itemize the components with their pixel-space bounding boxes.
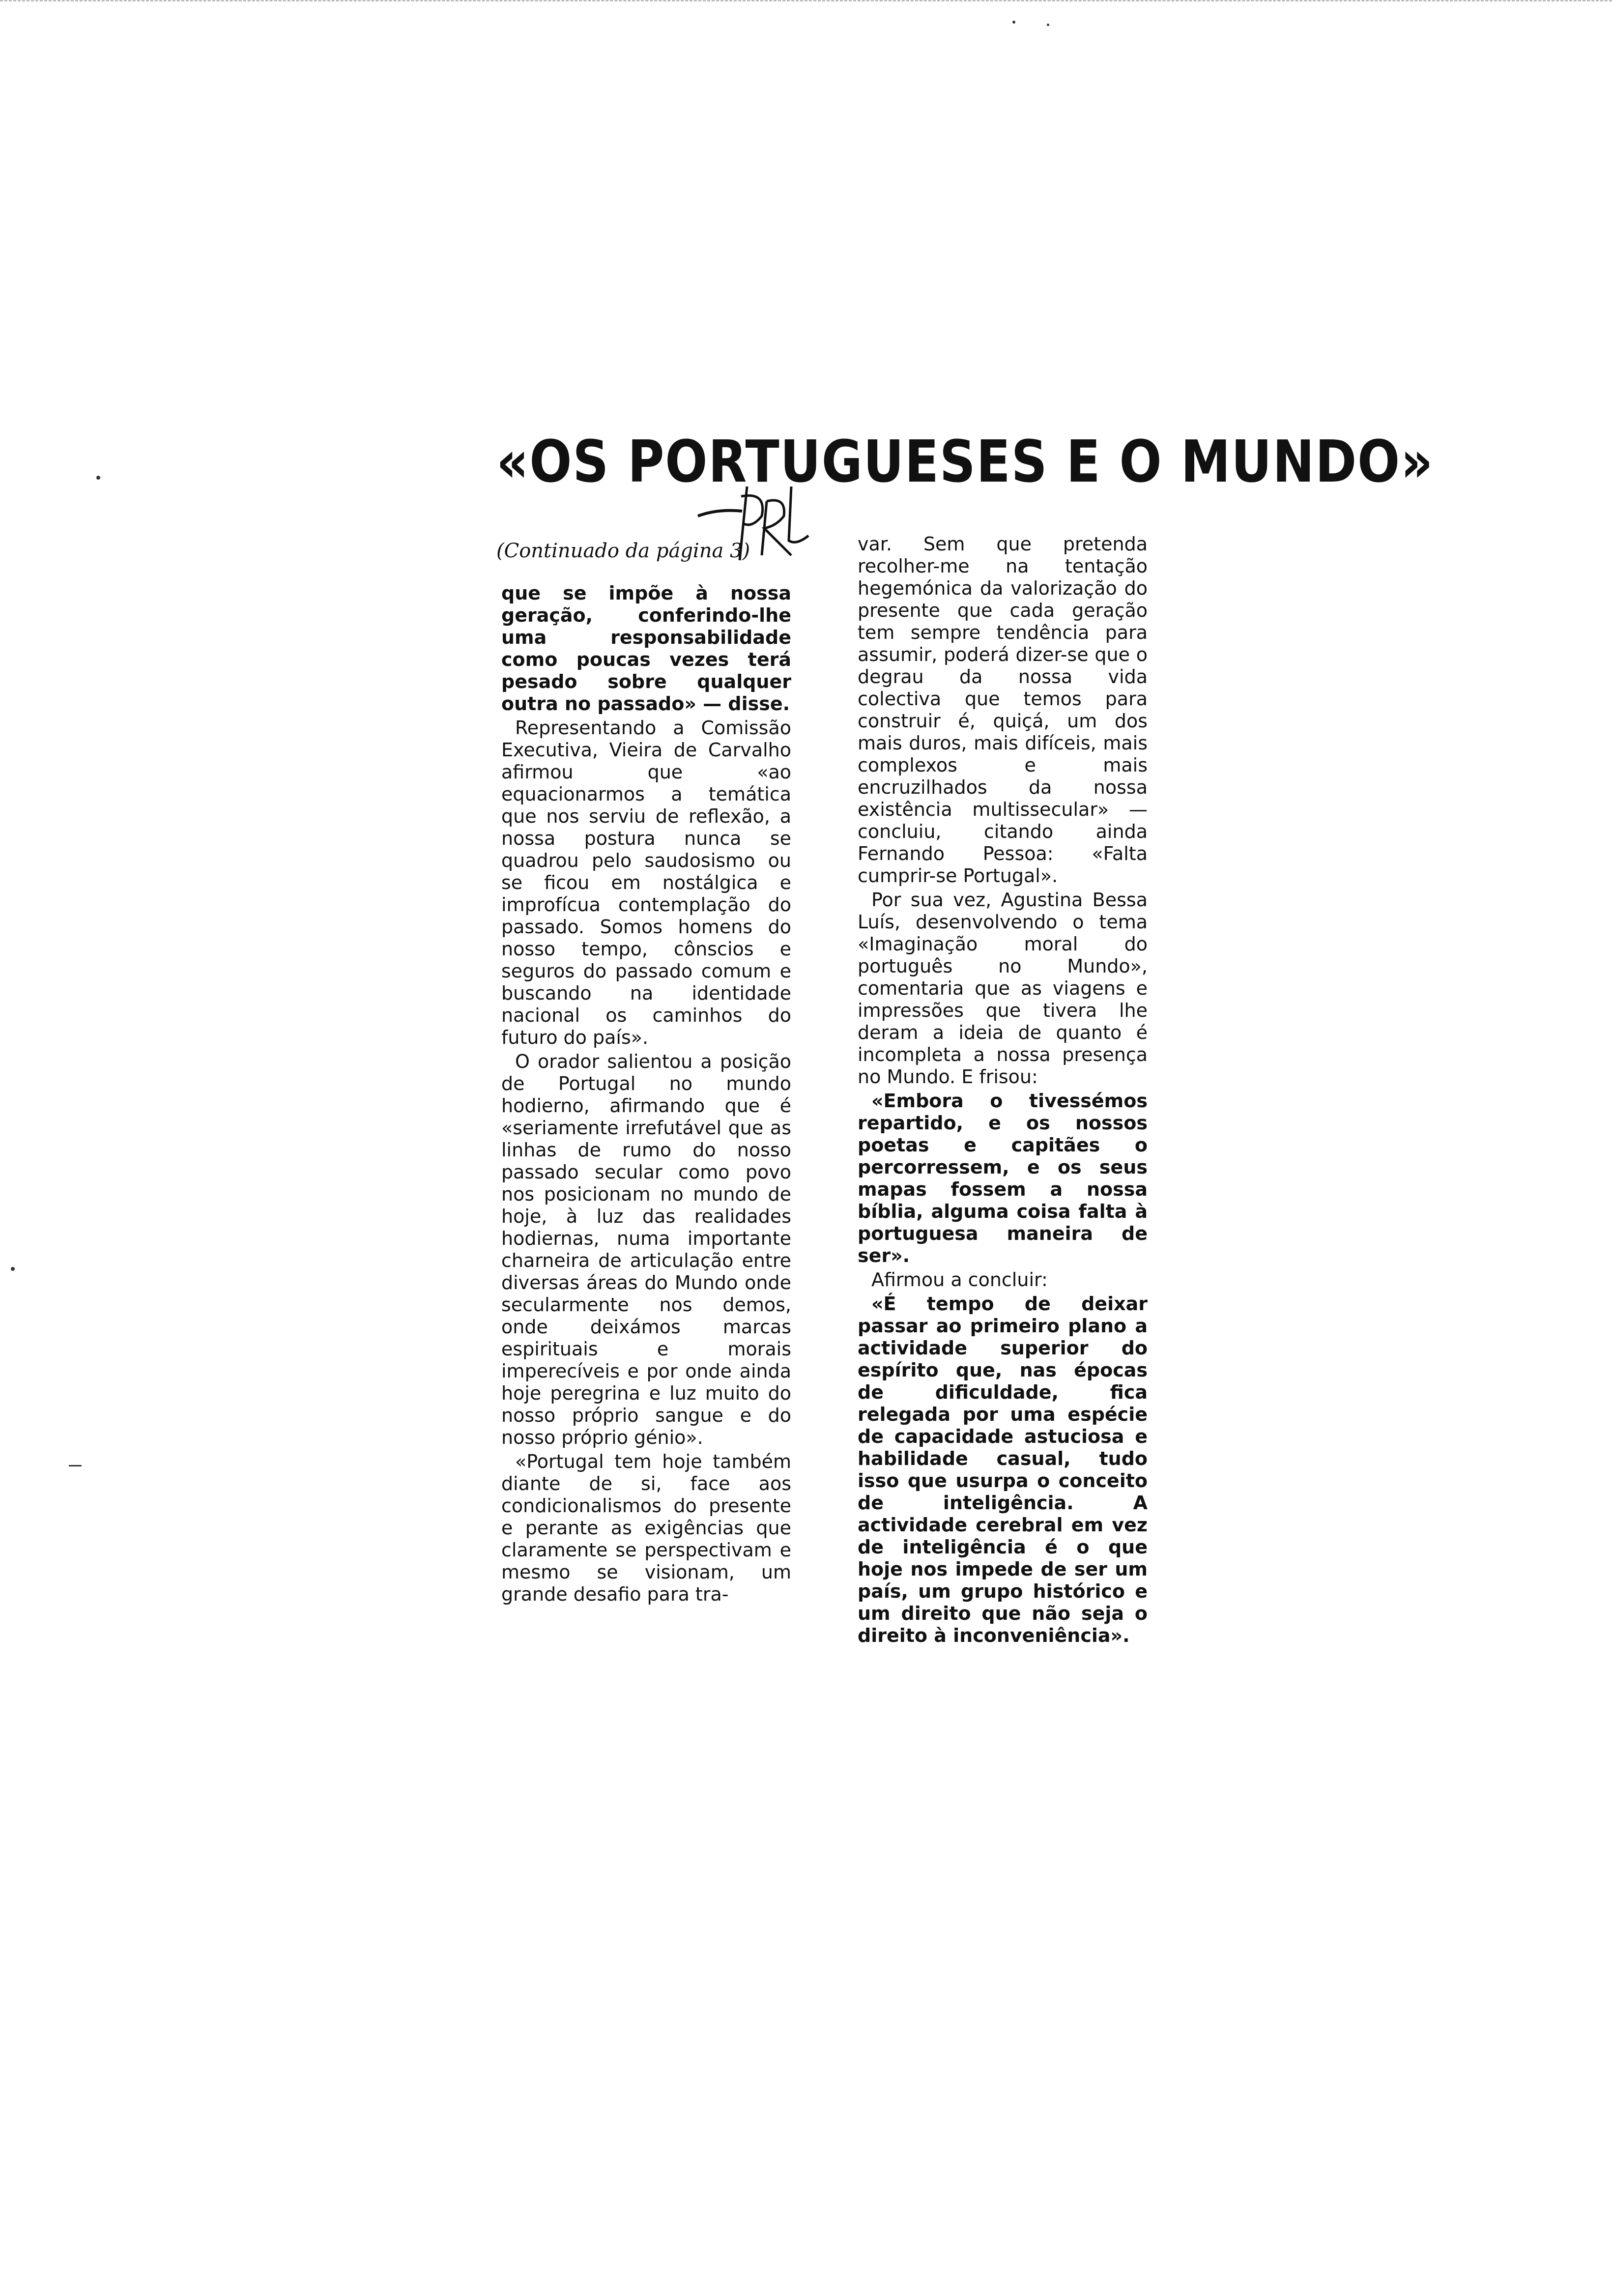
article-paragraph: «Embora o tivessémos repartido, e os nossos poetas e capitães o percorressem, e os seus mapas fossem a nossa bíblia, alguma coisa falta à portuguesa maneira de ser». — [858, 1090, 1148, 1266]
article-paragraph: Representando a Comissão Executiva, Vieira de Carvalho afirmou que «ao equacionarmos a temática que nos serviu de reflexão, a nossa postura nunca se quadrou pelo saudosismo ou se ficou em nostálgica e improfícua contemplação do passado. Somos homens do nosso tempo, cônscios e seguros do passado comum e buscando na identidade nacional os caminhos do futuro do país». — [501, 717, 791, 1048]
article-paragraph: Por sua vez, Agustina Bessa Luís, desenvolvendo o tema «Imaginação moral do português no Mundo», comentaria que as viagens e impressões que tivera lhe deram a ideia de quanto é incompleta a nossa presença no Mundo. E frisou: — [858, 889, 1148, 1088]
scan-edge — [0, 0, 1612, 6]
article-paragraph: «É tempo de deixar passar ao primeiro plano a actividade superior do espírito que, nas épocas de dificuldade, fica relegada por uma espécie de capacidade astuciosa e habilidade casual, tudo isso que usurpa o conceito de inteligência. A actividade cerebral em vez de inteligência é o que hoje nos impede de ser um país, um grupo histórico e um direito que não seja o direito à inconveniência». — [858, 1293, 1148, 1646]
article-paragraph: var. Sem que pretenda recolher-me na tentação hegemónica da valorização do presente que cada geração tem sempre tendência para assumir, poderá dizer-se que o degrau da nossa vida colectiva que temos para construir é, quiçá, um dos mais duros, mais difíceis, mais complexos e mais encruzilhados da nossa existência multissecular» — concluiu, citando ainda Fernando Pessoa: «Falta cumprir-se Portugal». — [858, 533, 1148, 887]
article-headline: «OS PORTUGUESES E O MUNDO» — [496, 428, 1434, 495]
scan-speck — [1012, 21, 1015, 24]
article-column-left — [501, 582, 791, 1606]
article-paragraph: «Portugal tem hoje também diante de si, face aos condicionalismos do presente e perante as exigências que claramente se perspectivam e mesmo se visionam, um grande desafio para tra- — [501, 1451, 791, 1605]
scan-speck — [96, 476, 100, 480]
scan-speck — [1047, 24, 1049, 26]
article-paragraph: que se impõe à nossa geração, conferindo-lhe uma responsabilidade como poucas vezes terá pesado sobre qualquer outra no passado» — disse. — [501, 582, 791, 715]
article-paragraph: Afirmou a concluir: — [871, 1269, 1048, 1291]
scan-speck — [11, 1267, 15, 1271]
continued-from-note: (Continuado da página 3) — [496, 540, 750, 562]
scan-speck — [69, 1465, 82, 1466]
article-column-right — [858, 533, 1148, 1647]
article-paragraph: O orador salientou a posição de Portugal no mundo hodierno, afirmando que é «seriamente irrefutável que as linhas de rumo do nosso passado secular como povo nos posicionam no mundo de hoje, à luz das realidades hodiernas, numa importante charneira de articulação entre diversas áreas do Mundo onde secularmente nos demos, onde deixámos marcas espirituais e morais imperecíveis e por onde ainda hoje peregrina e luz muito do nosso próprio sangue e do nosso próprio génio». — [501, 1051, 791, 1448]
